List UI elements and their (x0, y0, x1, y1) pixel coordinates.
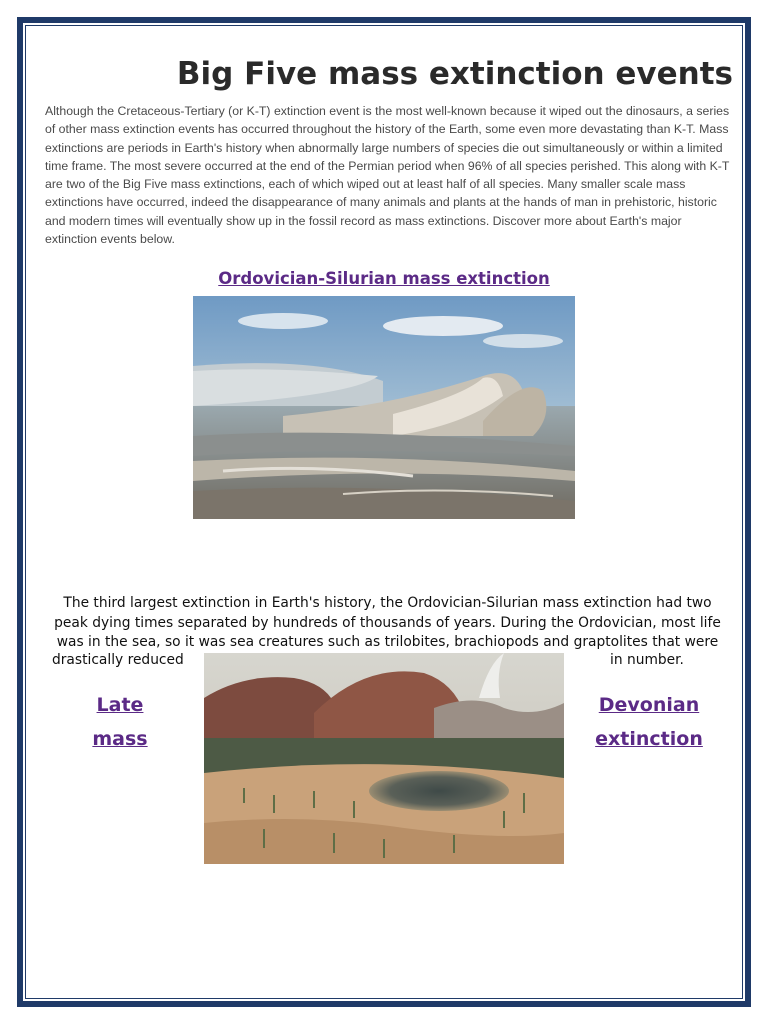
extinction-link-text[interactable]: extinction (595, 728, 703, 750)
late-devonian-link-left (80, 688, 160, 756)
late-devonian-link-right (584, 688, 714, 756)
section-heading-ordovician (0, 268, 768, 290)
ordovician-silurian-link[interactable]: Ordovician-Silurian mass extinction (218, 269, 550, 288)
intro-paragraph: Although the Cretaceous-Tertiary (or K-T) extinction event is the most well-known because it wiped out the dinosaurs, a series of other mass extinction events has occurred throughout the history of the Earth, some even more devastating than K-T. Mass extinctions are periods in Earth's history when abnormally large numbers of species die out simultaneously or within a limited time frame. The most severe occurred at the end of the Permian period when 96% of all species perished. This along with K-T are two of the Big Five mass extinctions, each of which wiped out at least half of all species. Many smaller scale mass extinctions have occurred, indeed the disappearance of many animals and plants at the hands of man in prehistoric, historic and modern times will eventually show up in the fossil record as mass extinctions. Discover more about Earth's major extinction events below. (45, 104, 730, 247)
glacier-landscape-image (193, 296, 575, 519)
volcanic-desert-image (204, 653, 564, 864)
page-title: Big Five mass extinction events (176, 56, 733, 92)
ordovician-description-tail-left: drastically reduced (52, 652, 184, 668)
late-link-text[interactable]: Late (96, 694, 144, 716)
devonian-link-text[interactable]: Devonian (598, 694, 700, 716)
mass-link-text[interactable]: mass (92, 728, 148, 750)
ordovician-description-tail-right: in number. (610, 652, 684, 668)
ordovician-description: The third largest extinction in Earth's history, the Ordovician-Silurian mass extinction had two peak dying times separated by hundreds of thousands of years. During the Ordovician, most life was in the sea, so it was sea creatures such as trilobites, brachiopods and graptolites that were (54, 595, 721, 650)
